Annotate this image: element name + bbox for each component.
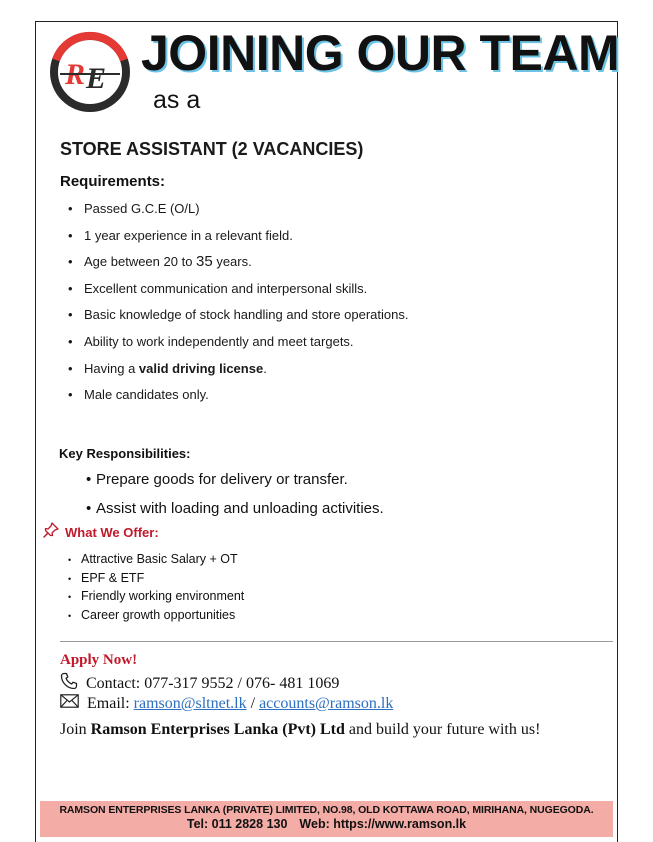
list-item: • 1 year experience in a relevant field. — [68, 226, 408, 253]
list-item: • Prepare goods for delivery or transfer. — [86, 469, 384, 498]
list-item — [68, 359, 408, 386]
list-item: • Excellent communication and interpersonal skills. — [68, 279, 408, 306]
requirements-heading: Requirements: — [60, 173, 166, 190]
offer-heading: What We Offer: — [65, 525, 159, 540]
responsibilities-list — [86, 469, 384, 527]
svg-text:R: R — [65, 58, 86, 91]
join-statement — [60, 721, 540, 739]
list-item: • Male candidates only. — [68, 385, 408, 412]
email-label: Email: — [87, 694, 134, 712]
join-pre: Join — [60, 721, 91, 738]
svg-text:E: E — [86, 62, 107, 95]
offer-heading-row — [43, 522, 159, 543]
footer-address: RAMSON ENTERPRISES LANKA (PRIVATE) LIMITED, NO.98, OLD KOTTAWA ROAD, MIRIHANA, NUGEGODA. — [59, 804, 594, 816]
list-item: • Basic knowledge of stock handling and store operations. — [68, 305, 408, 332]
apply-heading: Apply Now! — [60, 652, 138, 668]
license-emphasis: valid driving license — [138, 360, 264, 376]
contact-numbers[interactable]: 077-317 9552 / 076- 481 1069 — [144, 674, 340, 692]
email-link-2[interactable]: accounts@ramson.lk — [259, 694, 394, 712]
age-max: 35 — [196, 253, 213, 271]
company-logo — [46, 30, 134, 114]
contact-label: Contact: — [86, 674, 145, 692]
email-separator: / — [250, 694, 256, 712]
offer-list — [68, 550, 244, 625]
responsibilities-heading: Key Responsibilities: — [59, 446, 191, 461]
join-post: and build your future with us! — [344, 721, 541, 738]
requirements-list — [68, 199, 408, 412]
headline: JOINING OUR TEAM — [141, 25, 620, 81]
list-item: • Ability to work independently and meet targets. — [68, 332, 408, 359]
footer-contact-line — [40, 816, 613, 831]
list-item: • EPF & ETF — [68, 569, 244, 588]
email-link-1[interactable]: ramson@sltnet.lk — [133, 694, 247, 712]
list-item: • Passed G.C.E (O/L) — [68, 199, 408, 226]
email-row — [60, 694, 393, 713]
footer-banner — [40, 801, 613, 837]
license-text-pre: Having a — [84, 360, 139, 376]
list-item: • Career growth opportunities — [68, 606, 244, 625]
envelope-icon — [60, 694, 79, 713]
list-item: • Attractive Basic Salary + OT — [68, 550, 244, 569]
pushpin-icon — [43, 522, 59, 543]
license-text-post: . — [263, 360, 267, 376]
age-text-post: years. — [212, 254, 252, 270]
list-item — [68, 252, 408, 279]
contact-row — [60, 672, 339, 695]
company-name: Ramson Enterprises Lanka (Pvt) Ltd — [90, 721, 345, 738]
list-item: • Assist with loading and unloading activities. — [86, 498, 384, 527]
footer-web[interactable]: Web: https://www.ramson.lk — [299, 817, 467, 831]
age-text-pre: Age between 20 to — [84, 254, 197, 270]
footer-tel: Tel: 011 2828 130 — [186, 817, 288, 831]
list-item: • Friendly working environment — [68, 587, 244, 606]
job-title: STORE ASSISTANT (2 VACANCIES) — [60, 139, 364, 159]
subheadline: as a — [153, 86, 201, 114]
section-divider — [60, 641, 613, 642]
phone-icon — [60, 672, 78, 695]
